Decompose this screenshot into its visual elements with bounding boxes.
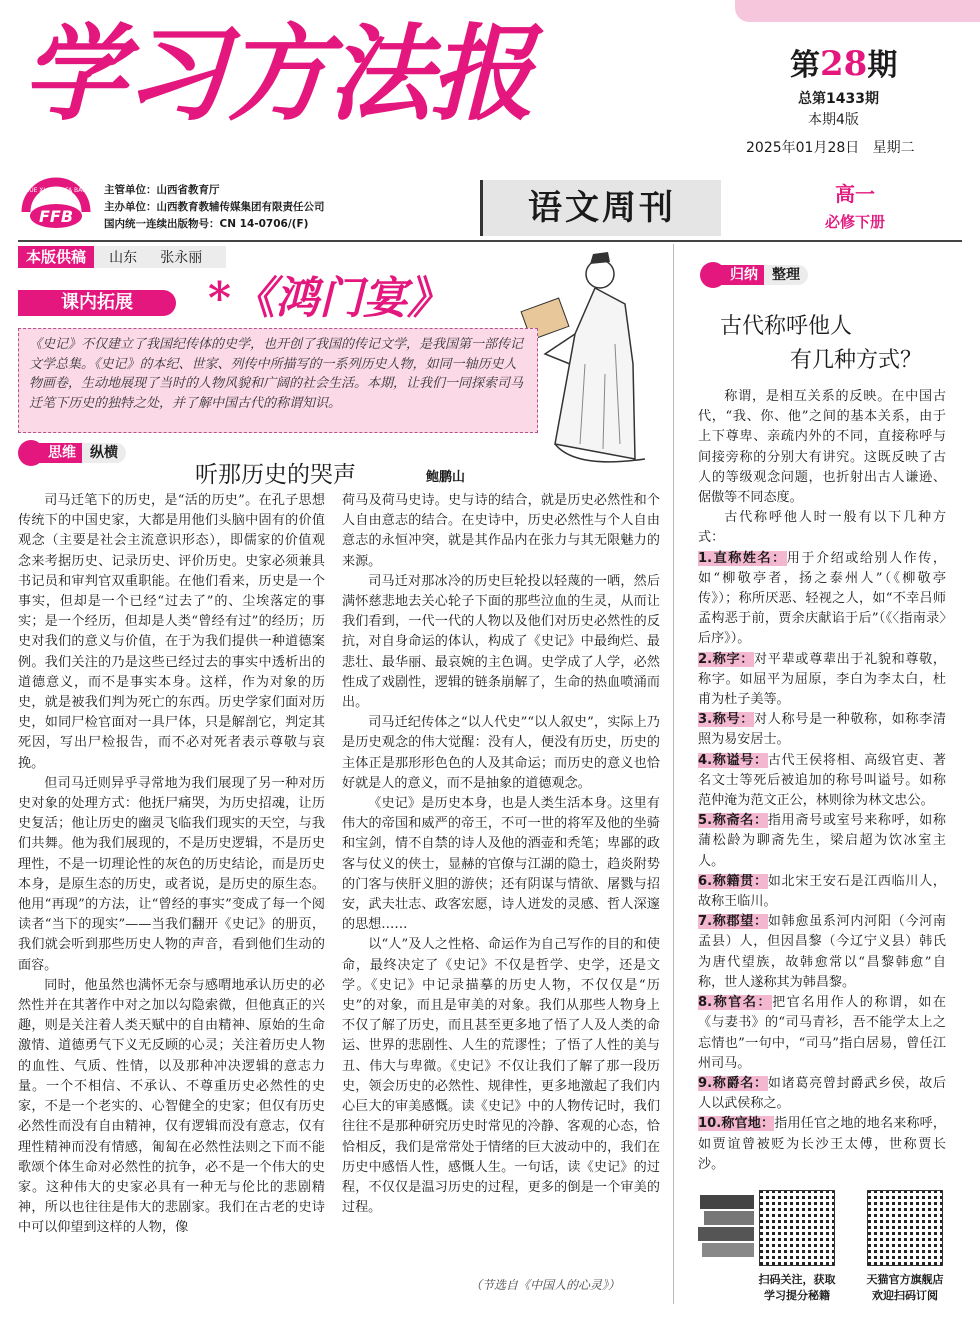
book-label: 必修下册 [824, 213, 885, 231]
paragraph: 司马迁笔下的历史，是“活的历史”。在孔子思想传统下的中国史家，大都是用他们头脑中固有的价值观念（主要是社会主流意识形态），即儒家的价值观念来考据历史、记录历史、评价历史。史家必须兼具书记员和审判官双重职能。在他们看来，历史是一个事实，但却是一个已经“过去了”的、尘埃落定的事实；是一个经历，但却是人类“曾经有过”的经历；历史对我们的意义与价值，在于为我们提供一种道德案例。我们关注的乃是这些已经过去的事实中透析出的道德意义，而不是事实本身。这样，作为对象的历史，就是被我们判为死亡的东西。历史学家们面对历史，如同尸检官面对一具尸体，只是解剖它，判定其死因，写出尸检报告，而不必对死者表示尊敬与哀挽。 [18, 493, 325, 771]
publisher-line-3: 国内统一连续出版物号：CN 14-0706/(F) [104, 218, 309, 230]
paragraph: 司马迁纪传体之“以人代史”“以人叙史”，实际上乃是历史观念的伟大觉醒：没有人，便没有历史，历史的主体正是那形形色色的人及其命运；而历史的意义也恰好就是人的意义，而不是抽象的道德观念。 [342, 715, 660, 791]
right-title-line-1: 古代称呼他人 [720, 314, 853, 339]
paragraph: 荷马及荷马史诗。史与诗的结合，就是历史必然性和个人自由意志的结合。在史诗中，历史必然性与个人自由意志的永恒冲突，就是其作品内在张力与其无限魅力的来源。 [342, 493, 660, 569]
logo-ring-text: XUE XI FANG FA BAO [25, 187, 87, 194]
page-count: 本期4版 [808, 112, 859, 128]
article-author: 鲍鹏山 [426, 470, 466, 485]
intro-box: 《史记》不仅建立了我国纪传体的史学，也开创了我国的传记文学，是我国第一部传记文学总集。《史记》的本纪、世家、列传中所描写的一系列历史人物，如同一轴历史人物画卷，生动地展现了当时的人物风貌和广阔的社会生活。本期，让我们一同探索司马迁笔下历史的独特之处，并了解中国古代的称谓知识。 [18, 328, 538, 433]
main-title: *《鸿门宴》 [208, 273, 452, 324]
qr-code-icon[interactable] [867, 1190, 943, 1266]
publisher-line-2: 主办单位：山西教育教辅传媒集团有限责任公司 [104, 201, 325, 213]
books-icon [696, 1185, 758, 1267]
total-issue: 总第1433期 [798, 91, 879, 107]
section-secondary: 整理 [764, 265, 808, 285]
term-item: 8.称官名：把官名用作人的称谓，如在《与妻书》的“司马青衫，吾不能学太上之忘情也”一句中，“司马”指白居易，曾任江州司马。 [698, 995, 946, 1071]
grade-label: 高一 [835, 182, 875, 206]
article-column-2 [342, 491, 660, 1218]
publisher-info [104, 182, 325, 233]
issue-number [790, 40, 897, 84]
contributor-bar [18, 246, 226, 268]
section-header-left [18, 440, 126, 462]
article-column-1 [18, 491, 325, 1239]
top-decor-strip [735, 0, 980, 22]
edition-grade-box [790, 178, 920, 232]
term-item: 7.称郡望：如韩愈虽系河内河阳（今河南孟县）人，但因昌黎（今辽宁义县）韩氏为唐代望族，故韩愈常以“昌黎韩愈”自称，世人遂称其为韩昌黎。 [698, 914, 947, 990]
qr-code-icon[interactable] [759, 1190, 835, 1266]
qr-store[interactable] [855, 1190, 955, 1304]
section-tag: 课内拓展 [18, 290, 176, 316]
issue-num: 28 [820, 44, 868, 84]
section-secondary: 纵横 [82, 443, 126, 463]
paragraph: 称谓，是相互关系的反映。在中国古代，“我、你、他”之间的基本关系，由于上下尊卑、亲疏内外的不同，直接称呼与间接旁称的分别大有讲究。这既反映了古人的等级观念问题，也折射出古人谦逊、倨傲等不同态度。 [698, 389, 946, 506]
contributor-label: 本版供稿 [18, 246, 94, 268]
section-primary: 思维 [30, 443, 82, 463]
paragraph: 以“人”及人之性格、命运作为自己写作的目的和使命，最终决定了《史记》不仅是哲学、史学，还是文学。《史记》中记录描摹的历史人物，不仅仅是“历史”的对象，而且是审美的对象。我们从那些人物身上不仅了解了历史，而且甚至更多地了悟了人及人类的命运、世界的悲剧性、人生的荒谬性；了悟了人性的美与丑、伟大与卑微。《史记》不仅让我们了解了那一段历史，领会历史的必然性、规律性，更多地激起了我们内心巨大的审美感慨。读《史记》中的人物传记时，我们往往不是那种研究历史时常见的冷静、客观的心态，恰恰相反，我们是常常处于情绪的巨大波动中的，我们在历史中感悟人性，感慨人生。一句话，读《史记》的过程，不仅仅是温习历史的过程，更多的倒是一个审美的过程。 [342, 937, 660, 1216]
paragraph: 古代称呼他人时一般有以下几种方式： [698, 510, 946, 546]
qr-caption: 欢迎扫码订阅 [872, 1289, 938, 1302]
term-item: 1.直称姓名：用于介绍或给别人作传，如“柳敬亭者，扬之泰州人”（《柳敬亭传》）；称所厌恶、轻视之人，如“不幸吕师孟构恶于前，贾余庆献谄于后”（《〈指南录〉后序》）。 [698, 550, 947, 647]
publisher-line-1: 主管单位：山西省教育厅 [104, 184, 220, 196]
term-item: 3.称号：对人称号是一种敬称，如称李清照为易安居士。 [698, 712, 946, 748]
column-divider [673, 244, 674, 1304]
term-item: 10.称官地：指用任官之地的地名来称呼，如贾谊曾被贬为长沙王太傅，世称贾长沙。 [698, 1116, 946, 1172]
term-item: 5.称斋名：指用斋号或室号来称呼，如称蒲松龄为聊斋先生，梁启超为饮冰室主人。 [698, 813, 947, 869]
issue-date: 2025年01月28日 星期二 [746, 140, 915, 156]
qr-caption: 天猫官方旗舰店 [866, 1273, 944, 1286]
section-header-right [700, 262, 808, 284]
issue-suffix: 期 [867, 48, 898, 83]
qr-caption: 扫码关注，获取 [758, 1273, 836, 1286]
publisher-logo [18, 172, 94, 234]
masthead-title: 学习方法报 [22, 12, 533, 135]
paragraph: 同时，他虽然也满怀无奈与感喟地承认历史的必然性并在其著作中对之加以勾隐索微，但他真正的兴趣，则是关注着人类天赋中的自由精神、原始的生命激情、道德勇气下义无反顾的心灵；关注着历史人物的血性、气质、性情，以及那种冲决逻辑的意志力量。一个不相信、不承认、不尊重历史必然性的史家，不是一个老实的、心智健全的史家；但仅有历史必然性而没有自由精神，仅有逻辑而没有意志，仅有理性精神而没有情感，匍匐在必然性法则之下而不能歌颂个体生命对必然性的抗争，必不是一个伟大的史家。这种伟大的史家必具有一种无与伦比的悲剧精神，所以也往往是伟大的悲剧家。我们在古老的史诗中可以仰望到这样的人物，像 [18, 977, 325, 1236]
header-divider [18, 240, 962, 242]
right-title-line-2: 有几种方式？ [790, 348, 923, 373]
term-item: 9.称爵名：如诸葛亮曾封爵武乡侯，故后人以武侯称之。 [698, 1075, 947, 1112]
qr-caption: 学习提分秘籍 [764, 1289, 830, 1302]
right-title [720, 310, 922, 378]
edition-name: 语文周刊 [480, 180, 721, 236]
paragraph: 司马迁对那冰冷的历史巨轮投以轻蔑的一哂，然后满怀慈悲地去关心轮子下面的那些泣血的生灵，从而让我们看到，一代一代的人物以及他们对历史必然性的反抗，对自身命运的体认，构成了《史记》中最绚烂、最悲壮、最华丽、最哀婉的主色调。史学成了人学，必然性成了戏剧性，逻辑的链条崩解了，生命的热血喷涌而出。 [342, 573, 660, 711]
article-source: （节选自《中国人的心灵》） [470, 1278, 621, 1292]
term-item: 4.称谥号：古代王侯将相、高级官吏、著名文士等死后被追加的称号叫谥号。如称范仲淹为范文正公，林则徐为林文忠公。 [698, 752, 947, 809]
right-column [698, 387, 946, 1175]
section-primary: 归纳 [712, 265, 764, 285]
contributor-name: 张永丽 [160, 250, 203, 266]
logo-abbr: FFB [38, 207, 74, 226]
qr-follow[interactable] [752, 1190, 842, 1304]
contributor-place: 山东 [109, 250, 138, 266]
article-title: 听那历史的哭声 [195, 462, 356, 488]
issue-prefix: 第 [790, 48, 820, 83]
term-item: 6.称籍贯：如北宋王安石是江西临川人，故称王临川。 [698, 873, 947, 910]
term-item: 2.称字：对平辈或尊辈出于礼貌和尊敬，称字。如屈平为屈原，李白为李太白，杜甫为杜子美等。 [698, 651, 946, 708]
paragraph: 《史记》是历史本身，也是人类生活本身。这里有伟大的帝国和威严的帝王，不可一世的将军及他的坐骑和宝剑，情不自禁的诗人及他的酒壶和秃笔；卑鄙的政客与仗义的侠士，显赫的官僚与江湖的隐士，趋炎附势的门客与侠肝义胆的游侠；还有阴谋与情欲、屠戮与招安，武夫壮志、政客宏愿，诗人迸发的灵感、哲人深邃的思想…… [342, 796, 660, 933]
paragraph: 但司马迁则异乎寻常地为我们展现了另一种对历史对象的处理方式：他抚尸痛哭，为历史招魂，让历史复活；他让历史的幽灵飞临我们现实的天空，与我们共舞。他为我们展现的，不是历史逻辑，不是历史理性，不是一切理论性的灰色的历史结论，而是历史本身，是原生态的历史，或者说，是历史的原生态。他用“再现”的方法，让“曾经的事实”变成了每一个阅读者“当下的现实”——当我们翻开《史记》的册页，我们就会听到那些历史人物的声音，看到他们生动的面容。 [18, 775, 325, 973]
